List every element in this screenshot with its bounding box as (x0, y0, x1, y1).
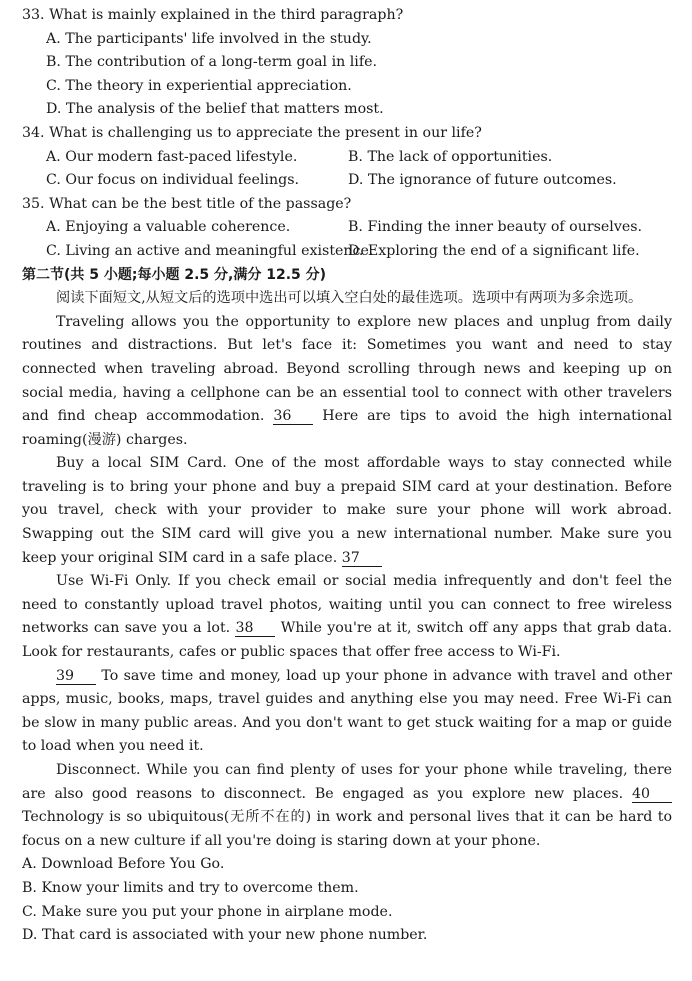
option-row (22, 240, 672, 264)
option-d: D. The analysis of the belief that matters most. (46, 101, 384, 118)
option-row (22, 169, 672, 193)
passage-text: Traveling allows you the opportunity to explore new places and unplug from daily routines and distractions. But let's face it: Sometimes you want and need to stay connected when traveling abroad. Beyond scrolling through news and keeping up on social media, having a cellphone can be an essential tool to connect with other travelers and find cheap accommodation. (22, 313, 672, 425)
blank-38: 38 (235, 620, 275, 637)
blank-40: 40 (632, 786, 672, 803)
passage-paragraph-1 (22, 311, 672, 453)
passage-text: To save time and money, load up your phone in advance with travel and other apps, music, books, maps, travel guides and anything else you may need. Free Wi-Fi can be slow in many public areas. And you don't want to get stuck waiting for a map or guide to load when you need it. (22, 667, 672, 755)
question-stem: 35. What can be the best title of the passage? (22, 195, 352, 212)
passage-text: Buy a local SIM Card. One of the most affordable ways to stay connected while traveling is to bring your phone and buy a prepaid SIM card at your destination. Before you travel, check with your provider to make sure your phone will work abroad. Swapping out the SIM card will give you a new international number. Make sure you keep your original SIM card in a safe place. (22, 455, 672, 566)
option-b: B. The lack of opportunities. (348, 148, 553, 165)
option-row (22, 216, 672, 240)
option-c: C. Our focus on individual feelings. (46, 172, 299, 189)
question-35 (22, 193, 672, 264)
passage-text: Disconnect. While you can find plenty of uses for your phone while traveling, there are also good reasons to disconnect. Be engaged as you explore new places. (22, 762, 672, 802)
option-a: A. Enjoying a valuable coherence. (46, 219, 291, 236)
option-c: C. Living an active and meaningful existence. (46, 242, 374, 259)
passage-paragraph-4 (22, 665, 672, 759)
option-d: D. Exploring the end of a significant life. (348, 242, 640, 259)
passage-paragraph-3 (22, 570, 672, 664)
answer-options (22, 853, 672, 947)
blank-39: 39 (56, 668, 96, 685)
answer-option-b: B. Know your limits and try to overcome them. (22, 879, 359, 896)
passage-paragraph-2 (22, 452, 672, 570)
question-33 (22, 4, 672, 122)
option-a: A. Our modern fast-paced lifestyle. (46, 148, 298, 165)
answer-option-a: A. Download Before You Go. (22, 856, 225, 873)
passage-text: Here are tips to avoid the high international roaming(漫游) charges. (22, 408, 672, 448)
passage-paragraph-5 (22, 759, 672, 853)
answer-option-d: D. That card is associated with your new phone number. (22, 927, 428, 944)
option-row (22, 146, 672, 170)
option-b: B. The contribution of a long-term goal in life. (46, 54, 377, 71)
question-34 (22, 122, 672, 193)
answer-option-c: C. Make sure you put your phone in airplane mode. (22, 903, 393, 920)
option-b: B. Finding the inner beauty of ourselves. (348, 219, 643, 236)
question-stem: 33. What is mainly explained in the third paragraph? (22, 7, 404, 23)
option-d: D. The ignorance of future outcomes. (348, 172, 617, 189)
blank-37: 37 (342, 550, 382, 567)
passage-text: While you're at it, switch off any apps that grab data. Look for restaurants, cafes or public spaces that offer free access to Wi-Fi. (22, 620, 673, 661)
section-instruction: 阅读下面短文,从短文后的选项中选出可以填入空白处的最佳选项。选项中有两项为多余选项。 (56, 290, 643, 307)
blank-36: 36 (273, 408, 313, 425)
passage-text: Use Wi-Fi Only. If you check email or social media infrequently and don't feel the need to constantly upload travel photos, waiting until you can connect to free wireless networks can save you a lot. (22, 573, 672, 637)
section-title: 第二节(共 5 小题;每小题 2.5 分,满分 12.5 分) (22, 266, 327, 283)
option-a: A. The participants' life involved in the study. (46, 30, 372, 47)
option-c: C. The theory in experiential appreciation. (46, 77, 352, 94)
passage-text: Technology is so ubiquitous(无所不在的) in work and personal lives that it can be hard to focus on a new culture if all you're doing is staring down at your phone. (22, 809, 672, 849)
question-stem: 34. What is challenging us to appreciate the present in our life? (22, 124, 482, 141)
